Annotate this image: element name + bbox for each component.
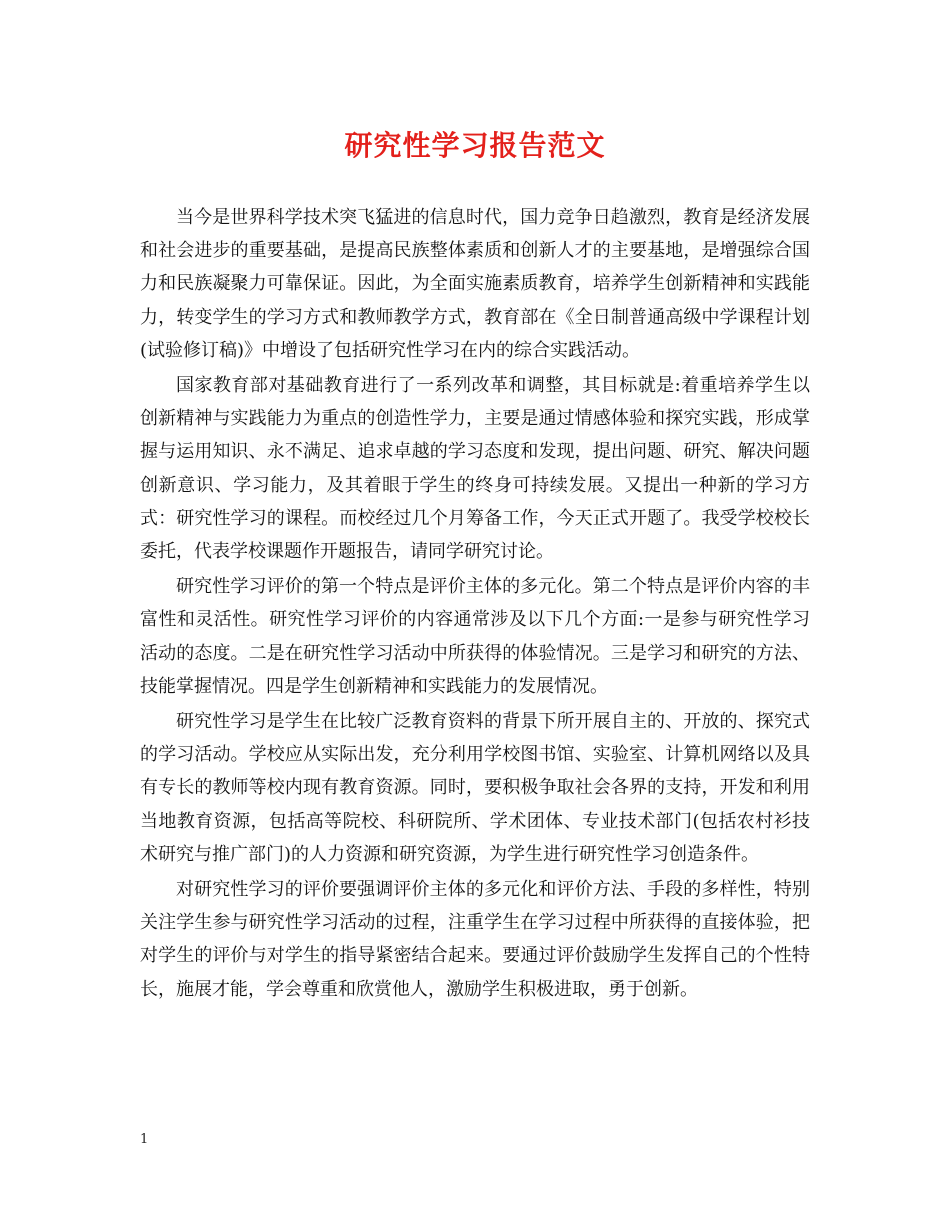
paragraph: 研究性学习评价的第一个特点是评价主体的多元化。第二个特点是评价内容的丰富性和灵活性。研究性学习评价的内容通常涉及以下几个方面:一是参与研究性学习活动的态度。二是在研究性学习活动中所获得的体验情况。三是学习和研究的方法、技能掌握情况。四是学生创新精神和实践能力的发展情况。 xyxy=(140,576,810,697)
document-body xyxy=(140,201,810,1006)
paragraph: 研究性学习是学生在比较广泛教育资料的背景下所开展自主的、开放的、探究式的学习活动。学校应从实际出发，充分利用学校图书馆、实验室、计算机网络以及具有专长的教师等校内现有教育资源。同时，要积极争取社会各界的支持，开发和利用当地教育资源，包括高等院校、科研院所、学术团体、专业技术部门(包括农村衫技术研究与推广部门)的人力资源和研究资源，为学生进行研究性学习创造条件。 xyxy=(140,711,810,865)
paragraph: 国家教育部对基础教育进行了一系列改革和调整，其目标就是:着重培养学生以创新精神与实践能力为重点的创造性学力，主要是通过情感体验和探究实践，形成掌握与运用知识、永不满足、追求卓越的学习态度和发现，提出问题、研究、解决问题创新意识、学习能力，及其着眼于学生的终身可持续发展。又提出一种新的学习方式：研究性学习的课程。而校经过几个月筹备工作，今天正式开题了。我受学校校长委托，代表学校课题作开题报告，请同学研究讨论。 xyxy=(140,375,810,563)
paragraph: 对研究性学习的评价要强调评价主体的多元化和评价方法、手段的多样性，特别关注学生参与研究性学习活动的过程，注重学生在学习过程中所获得的直接体验，把对学生的评价与对学生的指导紧密结合起来。要通过评价鼓励学生发挥自己的个性特长，施展才能，学会尊重和欣赏他人，激励学生积极进取，勇于创新。 xyxy=(140,879,810,1000)
paragraph: 当今是世界科学技术突飞猛进的信息时代，国力竞争日趋激烈，教育是经济发展和社会进步的重要基础，是提高民族整体素质和创新人才的主要基地，是增强综合国力和民族凝聚力可靠保证。因此，为全面实施素质教育，培养学生创新精神和实践能力，转变学生的学习方式和教师教学方式，教育部在《全日制普通高级中学课程计划(试验修订稿)》中增设了包括研究性学习在内的综合实践活动。 xyxy=(140,207,810,361)
page-number: 1 xyxy=(140,1132,149,1147)
document-title: 研究性学习报告范文 xyxy=(344,129,606,162)
